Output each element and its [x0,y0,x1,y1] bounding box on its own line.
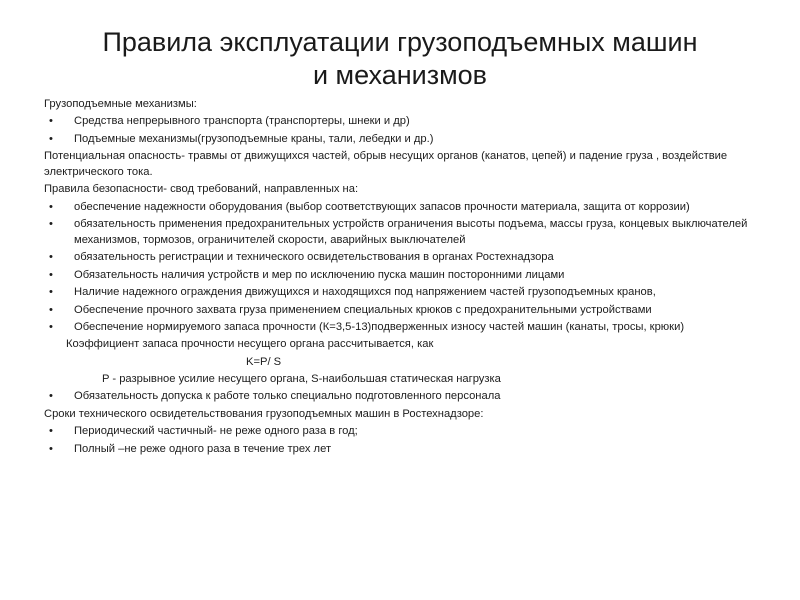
danger-paragraph: Потенциальная опасность- травмы от движущихся частей, обрыв несущих органов (канатов, цепей) и падение груза , воздействие электрического тока. [44,150,728,178]
list-item-text: обязательность применения предохранительных устройств ограничения высоты подъема, массы груза, концевых выключателей механизмов, тормозов, ограничителей скорости, аварийных выключателей [74,218,748,246]
bullet-icon [46,424,56,440]
formula-explanation: P - разрывное усилие несущего органа, S-наибольшая статическая нагрузка [102,373,501,386]
coefficient-text: Коэффициент запаса прочности несущего органа рассчитывается, как [66,338,434,351]
list-item-text: Обеспечение прочного захвата груза применением специальных крюков с предохранительными устройствами [74,303,652,316]
list-item-rule [44,320,764,336]
list-item-text: Средства непрерывного транспорта (транспортеры, шнеки и др) [74,115,410,128]
bullet-icon [46,268,56,284]
list-item-mechanism [44,132,764,148]
title-line-1: Правила эксплуатации грузоподъемных машин [102,27,698,57]
heading-mechanisms: Грузоподъемные механизмы: [44,98,197,110]
list-item-rule [44,389,764,405]
bullet-icon [46,285,56,301]
list-item-rule [44,268,764,284]
list-item-text: Полный –не реже одного раза в течение трех лет [74,442,332,455]
list-item-text: обеспечение надежности оборудования (выбор соответствующих запасов прочности материала, защита от коррозии) [74,200,690,213]
bullet-icon [46,389,56,405]
slide-title [40,26,760,92]
bullet-icon [46,200,56,216]
list-item-rule [44,250,764,266]
bullet-icon [46,303,56,319]
list-item-text: Обеспечение нормируемого запаса прочности (К=3,5-13)подверженных износу частей машин (канаты, тросы, крюки) [74,320,685,333]
list-item-text: Подъемные механизмы(грузоподъемные краны, тали, лебедки и др.) [74,132,434,145]
slide-body [44,97,764,459]
list-item-text: обязательность регистрации и технического освидетельствования в органах Ростехнадзора [74,251,554,264]
bullet-icon [46,132,56,148]
bullet-icon [46,114,56,130]
bullet-icon [46,442,56,458]
bullet-icon [46,320,56,336]
heading-rules: Правила безопасности- свод требований, направленных на: [44,183,359,196]
list-item-term [44,424,764,440]
list-item-mechanism [44,114,764,130]
list-item-term [44,442,764,458]
title-line-2: и механизмов [312,60,488,90]
bullet-icon [46,217,56,233]
list-item-text: Периодический частичный- не реже одного раза в год; [74,425,358,438]
bullet-icon [46,250,56,266]
list-item-text: Обязательность наличия устройств и мер по исключению пуска машин посторонними лицами [74,268,565,281]
list-item-rule [44,200,764,216]
list-item-rule [44,217,764,249]
heading-terms: Сроки технического освидетельствования грузоподъемных машин в Ростехнадзоре: [44,407,484,420]
list-item-rule [44,285,764,301]
list-item-rule [44,303,764,319]
list-item-text: Обязательность допуска к работе только специально подготовленного персонала [74,390,501,403]
list-item-text: Наличие надежного ограждения движущихся и находящихся под напряжением частей грузоподъемных кранов, [74,286,656,299]
formula: K=P/ S [246,355,282,368]
